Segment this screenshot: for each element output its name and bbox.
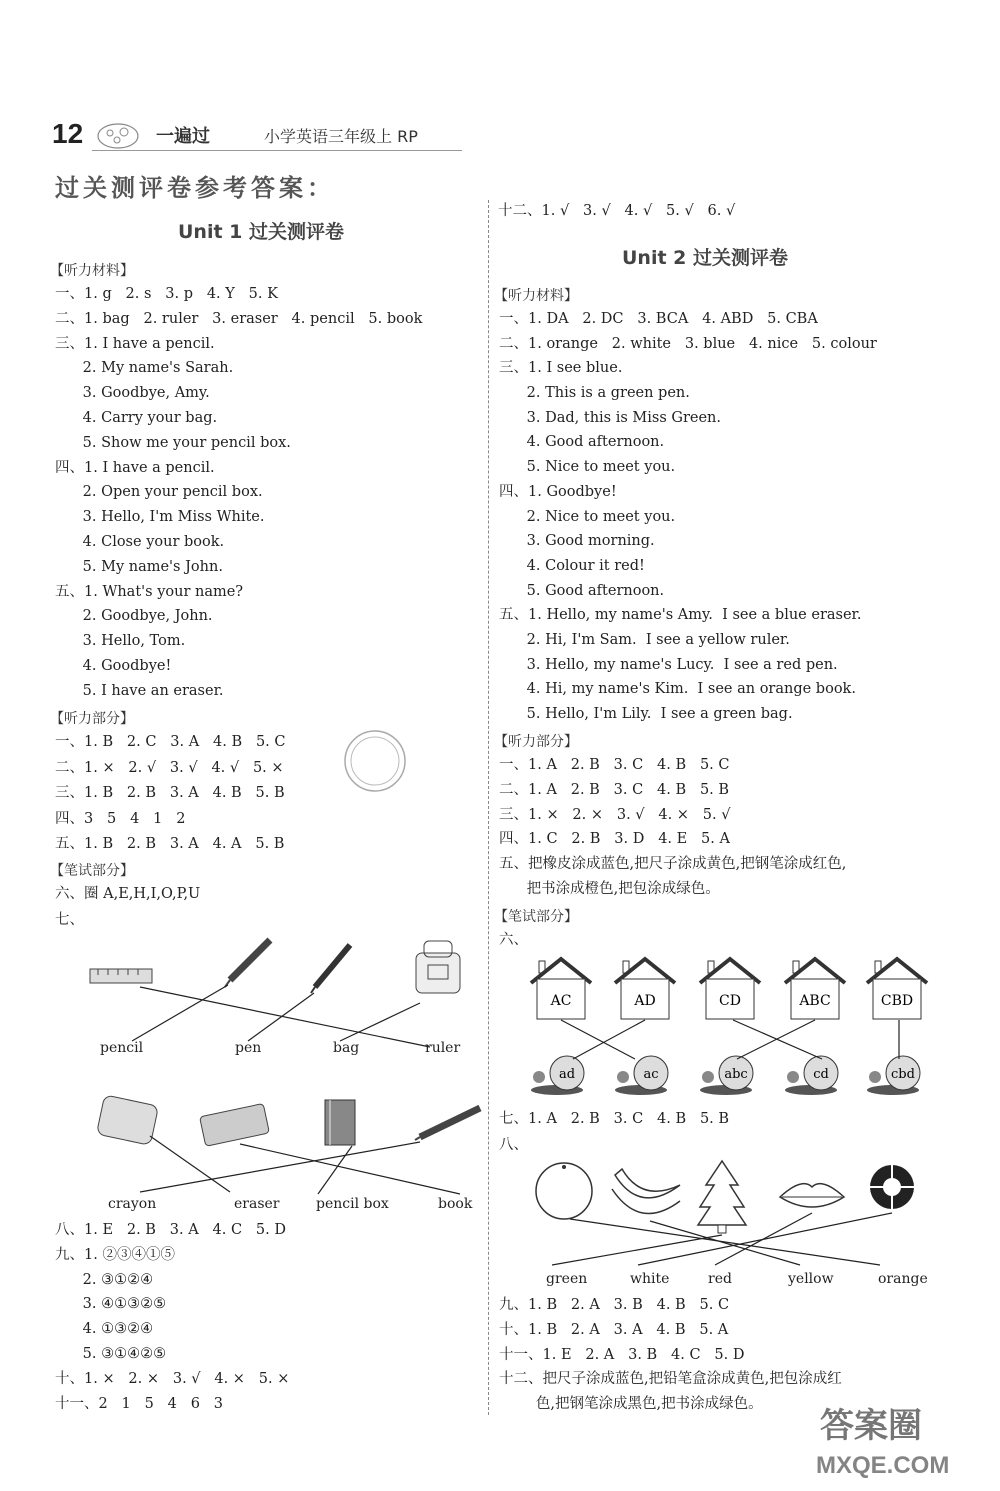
answer-line: 2. Nice to meet you.	[499, 508, 676, 525]
unit1-title: Unit 1 过关测评卷	[178, 221, 344, 243]
colour-label: white	[630, 1271, 670, 1287]
match-label: book	[438, 1196, 473, 1212]
match-label: pen	[235, 1040, 262, 1056]
unit2-listening-material-heading: 【听力材料】	[494, 288, 578, 304]
answer-line: 4. Goodbye!	[55, 657, 172, 674]
answer-line: 5. Show me your pencil box.	[55, 434, 291, 451]
answer-line: 4. Carry your bag.	[55, 409, 218, 426]
snail-label: cbd	[891, 1067, 915, 1082]
answer-line: 二、1. A 2. B 3. C 4. B 5. B	[499, 781, 730, 798]
answer-line: 2. Open your pencil box.	[55, 484, 263, 501]
answer-line: 一、1. B 2. C 3. A 4. B 5. C	[55, 734, 286, 750]
answer-line: 4. ①③②④	[55, 1321, 154, 1338]
answer-line: 3. Goodbye, Amy.	[55, 385, 210, 402]
answer-line: 二、1. × 2. √ 3. √ 4. √ 5. ×	[55, 759, 284, 776]
answer-line: 五、1. What's your name?	[55, 583, 244, 600]
house-label: AC	[550, 993, 572, 1009]
house-icon	[531, 959, 591, 1019]
house-label: CD	[719, 993, 741, 1009]
eraser-icon	[415, 1108, 480, 1140]
unit2-written-answers	[499, 1296, 842, 1420]
book-icon	[325, 1100, 355, 1145]
ruler-icon	[90, 969, 152, 983]
house-icon	[615, 959, 675, 1019]
answer-line: 十、1. × 2. × 3. √ 4. × 5. ×	[55, 1370, 290, 1387]
answer-line: 三、1. I see blue.	[499, 360, 623, 377]
answer-line: 九、1. B 2. A 3. B 4. B 5. C	[499, 1297, 730, 1313]
colour-label: red	[708, 1271, 732, 1287]
answer-line: 2. Goodbye, John.	[55, 608, 213, 625]
answer-line: 5. I have an eraser.	[55, 682, 224, 699]
answer-line: 四、1. Goodbye!	[499, 483, 617, 500]
watermark-url: MXQE.COM	[816, 1452, 950, 1479]
house-icon	[785, 959, 845, 1019]
answer-line: 七、	[55, 912, 84, 928]
answer-line: 一、1. g 2. s 3. p 4. Y 5. K	[55, 286, 278, 302]
colour-label: orange	[878, 1271, 928, 1287]
answer-line: 十二、1. √ 3. √ 4. √ 5. √ 6. √	[498, 203, 736, 219]
match-label: bag	[333, 1040, 360, 1056]
page-header	[52, 118, 462, 158]
answer-line: 3. ④①③②⑤	[55, 1296, 167, 1313]
answer-line: 3. Hello, I'm Miss White.	[55, 509, 265, 526]
pen-icon	[311, 945, 350, 993]
snail-icon	[615, 1056, 668, 1095]
answer-line: 三、1. B 2. B 3. A 4. B 5. B	[55, 785, 285, 801]
answer-line: 九、1. ②③④①⑤	[55, 1246, 175, 1263]
answer-line: 2. ③①②④	[55, 1271, 154, 1288]
answer-line: 4. Colour it red!	[499, 557, 645, 574]
unit2-written-part-heading: 【笔试部分】	[494, 909, 578, 925]
page-title: 过关测评卷参考答案：	[55, 174, 335, 202]
house-label: CBD	[880, 993, 914, 1009]
snail-icon	[785, 1056, 838, 1095]
colour-label: green	[546, 1271, 588, 1287]
answer-line: 五、1. B 2. B 3. A 4. A 5. B	[55, 836, 285, 852]
match-label: eraser	[234, 1196, 280, 1212]
unit1-written-part-heading: 【笔试部分】	[50, 863, 134, 879]
lips-icon	[780, 1184, 844, 1207]
answer-line: 二、1. orange 2. white 3. blue 4. nice 5. colour	[499, 335, 877, 352]
answer-line: 六、圈 A,E,H,I,O,P,U	[55, 886, 201, 902]
unit2-listening-part-heading: 【听力部分】	[494, 734, 578, 750]
unit1-listening-part	[55, 733, 286, 861]
answer-line: 4. Close your book.	[55, 533, 225, 550]
snail-label: abc	[724, 1067, 748, 1082]
crayon-icon	[96, 1095, 158, 1146]
snail-icon	[700, 1056, 753, 1095]
pencil-box-icon	[200, 1103, 270, 1146]
answer-line: 2. Hi, I'm Sam. I see a yellow ruler.	[499, 631, 790, 648]
answer-line: 5. Hello, I'm Lily. I see a green bag.	[499, 706, 793, 722]
match-label: ruler	[425, 1040, 461, 1056]
snail-icon	[867, 1056, 920, 1095]
unit1-listening-part-heading: 【听力部分】	[50, 711, 134, 727]
answer-line: 5. Nice to meet you.	[499, 459, 676, 476]
answer-line: 5. Good afternoon.	[499, 582, 665, 599]
match-label: crayon	[108, 1196, 157, 1212]
logo-text: 一遍过	[156, 126, 210, 147]
unit1-listening-material-heading: 【听力材料】	[50, 263, 134, 279]
answer-line: 三、1. I have a pencil.	[55, 335, 215, 352]
snail-label: ac	[643, 1067, 659, 1082]
answer-line: 一、1. A 2. B 3. C 4. B 5. C	[499, 757, 730, 773]
answer-line: 3. Hello, Tom.	[55, 633, 186, 650]
unit1-listening-material	[55, 285, 422, 707]
match-label: pencil box	[316, 1196, 389, 1212]
snail-icon	[531, 1056, 584, 1095]
house-label: ABC	[799, 993, 831, 1009]
answer-line: 七、1. A 2. B 3. C 4. B 5. B	[499, 1111, 730, 1127]
answer-line: 八、	[499, 1137, 528, 1153]
answer-line: 三、1. × 2. × 3. √ 4. × 5. √	[499, 806, 731, 823]
homework-stamp	[342, 728, 408, 794]
answer-line: 2. My name's Sarah.	[55, 360, 234, 377]
snail-label: cd	[813, 1067, 829, 1082]
answer-line: 5. My name's John.	[55, 558, 223, 575]
house-label: AD	[634, 993, 656, 1009]
colour-label: yellow	[788, 1271, 834, 1287]
answer-line: 十一、2 1 5 4 6 3	[55, 1395, 223, 1412]
answer-line: 2. This is a green pen.	[499, 385, 690, 402]
answer-line: 八、1. E 2. B 3. A 4. C 5. D	[55, 1222, 286, 1238]
column-divider	[488, 200, 489, 1415]
orange-icon	[536, 1163, 592, 1219]
snowflake-icon	[870, 1165, 914, 1209]
colour-matching	[530, 1155, 930, 1275]
unit1-written-answers	[55, 1221, 289, 1419]
answer-line: 3. Hello, my name's Lucy. I see a red pen.	[499, 656, 838, 673]
answer-line: 五、把橡皮涂成蓝色,把尺子涂成黄色,把钢笔涂成红色,	[499, 856, 847, 873]
answer-line: 十、1. B 2. A 3. A 4. B 5. A	[499, 1321, 729, 1338]
snail-label: ad	[558, 1067, 576, 1082]
answer-line: 4. Hi, my name's Kim. I see an orange book.	[499, 681, 856, 698]
answer-line: 3. Good morning.	[499, 533, 655, 550]
bag-icon	[416, 941, 460, 993]
page-number: 12	[52, 118, 84, 149]
house-icon	[700, 959, 760, 1019]
answer-line: 4. Good afternoon.	[499, 434, 665, 451]
answer-line: 六、	[499, 932, 528, 948]
answer-line: 一、1. DA 2. DC 3. BCA 4. ABD 5. CBA	[499, 311, 818, 327]
houses-snails-matching	[525, 955, 930, 1100]
answer-line: 十一、1. E 2. A 3. B 4. C 5. D	[499, 1346, 745, 1363]
unit2-listening-material	[499, 310, 877, 730]
house-icon	[867, 959, 927, 1019]
answer-line: 十二、把尺子涂成蓝色,把铅笔盒涂成黄色,把包涂成红	[499, 1371, 842, 1388]
header-divider	[92, 150, 462, 151]
answer-line: 3. Dad, this is Miss Green.	[499, 409, 722, 426]
match-label: pencil	[100, 1040, 144, 1056]
unit2-listening-part	[499, 756, 846, 905]
answer-line: 五、1. Hello, my name's Amy. I see a blue eraser.	[499, 607, 862, 624]
tree-icon	[698, 1161, 746, 1233]
answer-line: 四、1. C 2. B 3. D 4. E 5. A	[499, 831, 730, 848]
answer-line: 四、3 5 4 1 2	[55, 810, 186, 827]
header-subject: 小学英语三年级上 RP	[264, 127, 418, 146]
book-series-logo	[94, 118, 234, 154]
pencil-icon	[225, 940, 270, 987]
matching-exercise-2	[90, 1090, 490, 1200]
answer-line: 把书涂成橙色,把包涂成绿色。	[499, 880, 720, 897]
watermark-logo: 答案圈	[820, 1406, 922, 1446]
banana-icon	[612, 1169, 680, 1214]
answer-line: 二、1. bag 2. ruler 3. eraser 4. pencil 5. book	[55, 310, 423, 327]
unit2-title: Unit 2 过关测评卷	[622, 247, 788, 269]
answer-line: 四、1. I have a pencil.	[55, 459, 215, 476]
answer-line: 5. ③①④②⑤	[55, 1345, 167, 1362]
answer-line: 色,把钢笔涂成黑色,把书涂成绿色。	[499, 1396, 763, 1413]
